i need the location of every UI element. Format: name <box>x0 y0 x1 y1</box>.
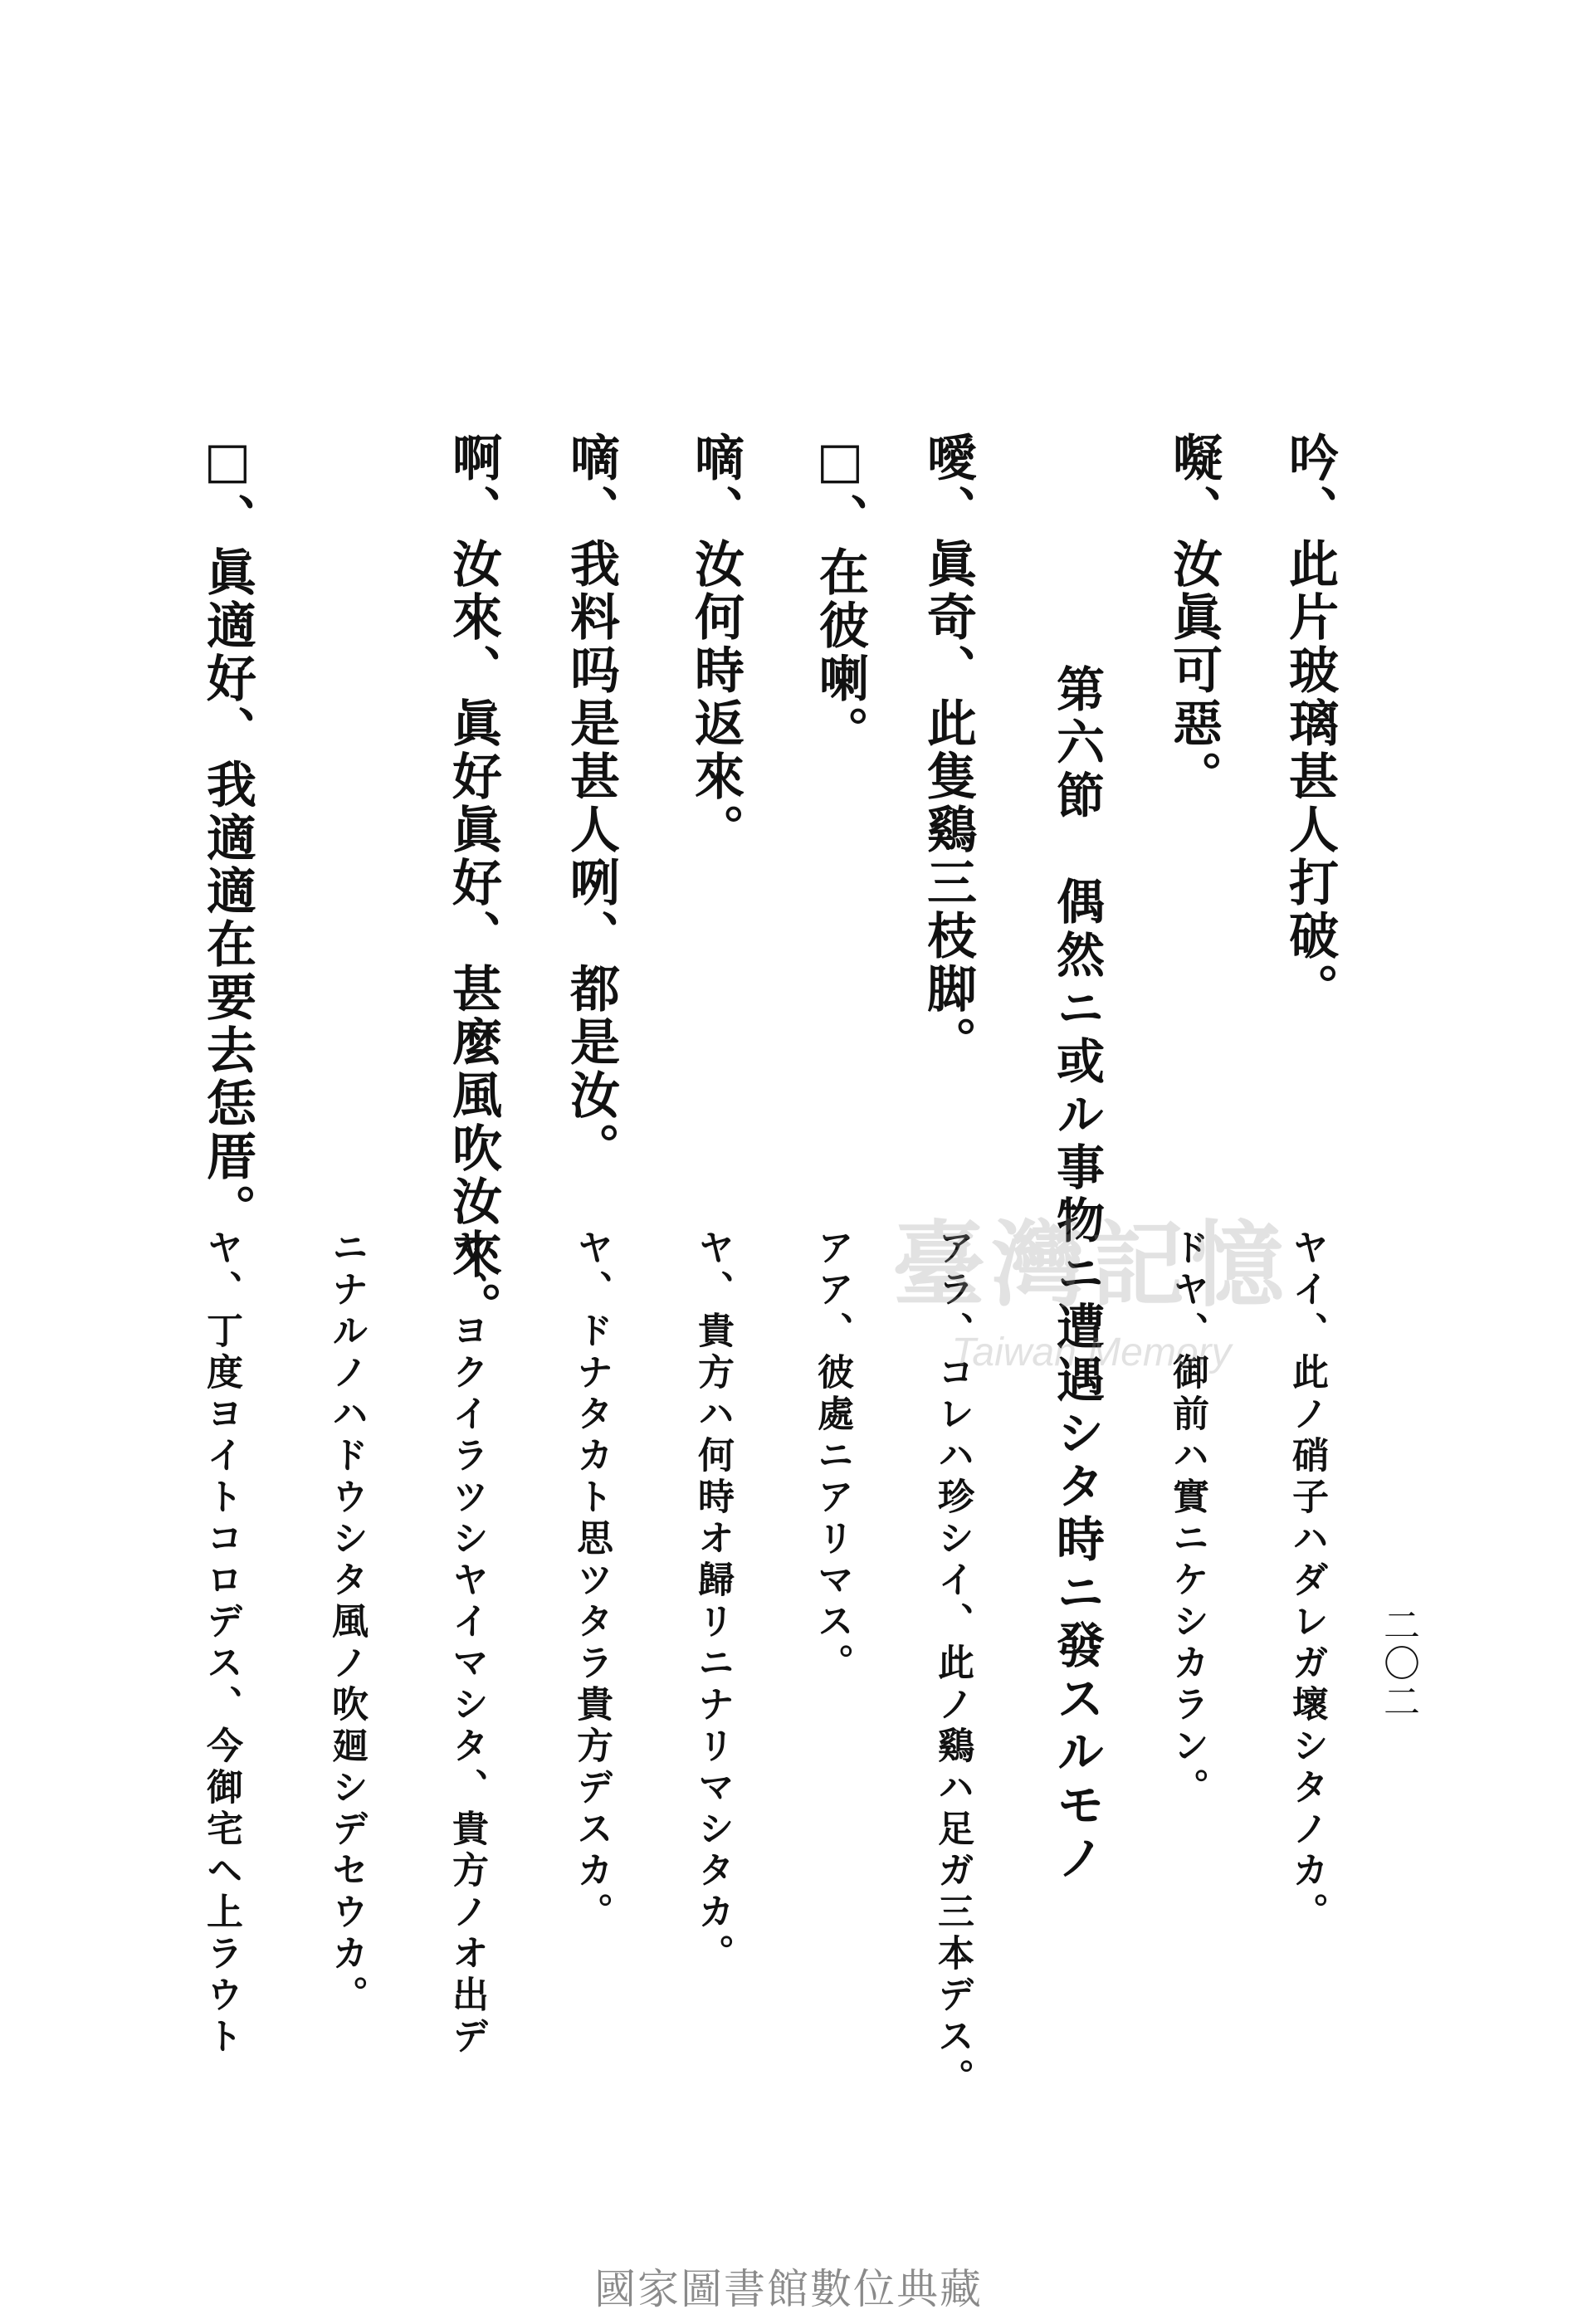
japanese-line-8: ニナルノハドウシタ風ノ吹廻シデセウカ。 <box>325 1228 368 2017</box>
mandarin-line-2: 㘈、汝眞可惡。 <box>1164 432 1223 803</box>
watermark-title: 臺灣記憶 <box>892 1212 1291 1320</box>
japanese-line-3: アラ、コレハ珍シイ、此ノ鷄ハ足ガ三本デス。 <box>931 1228 974 2100</box>
japanese-line-1: ヤイ、此ノ硝子ハダレガ壞シタノカ。 <box>1286 1228 1328 1934</box>
mandarin-line-1: 吟、此片玻璃甚人打破。 <box>1281 432 1339 1016</box>
mandarin-line-6: 嘀、我料吗是甚人咧、都是汝。 <box>562 432 620 1175</box>
japanese-line-2: ドヤ、御前ハ實ニケシカラン。 <box>1166 1228 1208 1809</box>
page-number: 二〇二 <box>1377 1606 1419 1721</box>
footer-caption: 國家圖書館數位典藏 <box>594 2265 983 2313</box>
mandarin-line-4: □、在彼喇。 <box>811 432 869 759</box>
japanese-line-4: アア、彼處ニアリマス。 <box>811 1228 853 1685</box>
section-heading: 第六節 偶然ニ或ル事物ニ遭遇シタ時ニ發スルモノ <box>1048 664 1105 1886</box>
mandarin-line-8: □、眞適好、我適適在要去恁厝。 <box>198 432 256 1237</box>
japanese-line-6: ヤ、ドナタカト思ツタラ貴方デスカ。 <box>570 1228 613 1934</box>
japanese-line-7: ヤ、ヨクイラツシヤイマシタ、貴方ノオ出デ <box>446 1228 488 2058</box>
japanese-line-9: ヤ、丁度ヨイトコロデス、今御宅ヘ上ラウト <box>200 1228 242 2058</box>
watermark-subtitle: Taiwan Memory <box>951 1330 1232 1374</box>
mandarin-line-3: 噯、眞奇、此隻鷄三枝脚。 <box>919 432 977 1069</box>
japanese-line-5: ヤ、貴方ハ何時オ歸リニナリマシタカ。 <box>691 1228 734 1975</box>
mandarin-line-5: 嘀、汝何時返來。 <box>686 432 745 857</box>
mandarin-line-7: 啊、汝來、眞好眞好、甚麼風吹汝來。 <box>444 432 502 1335</box>
